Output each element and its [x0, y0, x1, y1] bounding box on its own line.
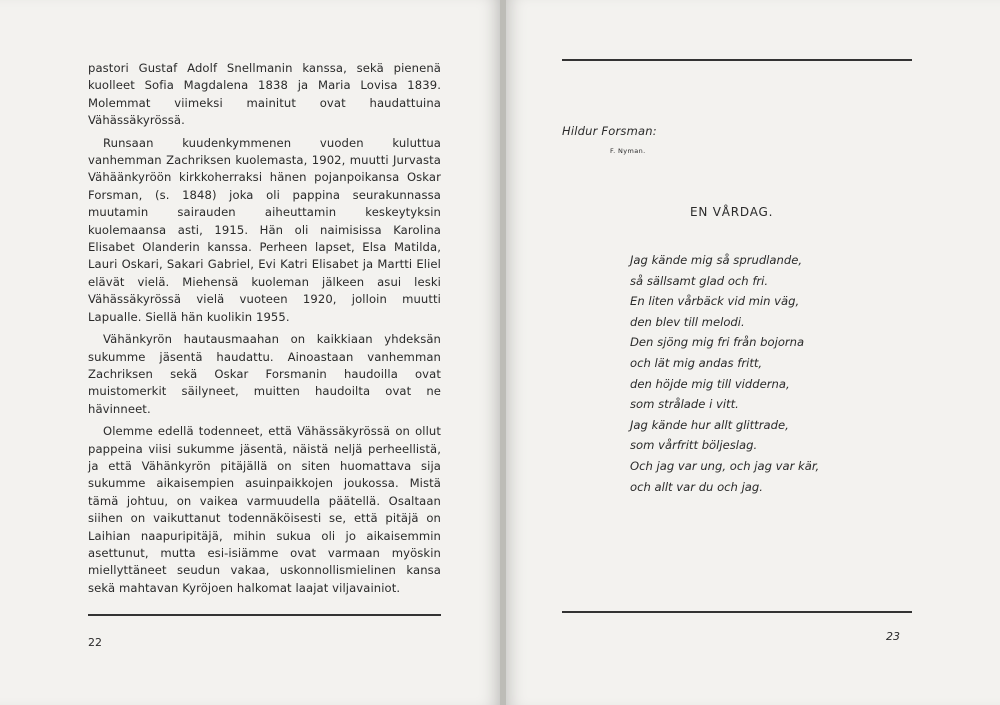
poem-composer: F. Nyman.: [610, 147, 646, 155]
poem-line: som vårfritt böljeslag.: [630, 438, 758, 453]
poem-title: EN VÅRDAG.: [690, 205, 774, 219]
page-number: 22: [88, 636, 102, 649]
paragraph: Runsaan kuudenkymmenen vuoden kuluttua vanhemman Zachriksen kuolemasta, 1902, muutti Jurvasta Vähäänkyröön kirkkoherraksi hänen pojanpoikansa Oskar Forsman, (s. 1848) joka oli pappina seurakunnassa muutamin sairauden aiheuttamin keskeytyksin kuolemaansa asti, 1915. Hän oli naimisissa Karolina Elisabet Olanderin kanssa. Perheen lapset, Elsa Matilda, Lauri Oskari, Sakari Gabriel, Evi Katri Elisabet ja Martti Eliel elävät vielä. Miehensä kuoleman jälkeen asui leski Vähässäkyrössä vielä vuoteen 1920, jolloin muutti Lapualle. Siellä hän kuolikin 1955.: [88, 135, 441, 324]
left-page-text: [88, 60, 441, 602]
poem-line: En liten vårbäck vid min väg,: [630, 294, 800, 309]
poem-line: Den sjöng mig fri från bojorna: [630, 335, 805, 350]
paragraph: Vähänkyrön hautausmaahan on kaikkiaan yhdeksän sukumme jäsentä haudattu. Ainoastaan vanhemman Zachriksen sekä Oskar Forsmanin haudoilla ovat muistomerkit säilyneet, muitten haudoilta ovat ne hävinneet.: [88, 332, 441, 416]
header-rule: [562, 59, 912, 61]
poem-line: Jag kände mig så sprudlande,: [630, 253, 803, 267]
poem-line: som strålade i vitt.: [630, 397, 739, 412]
poem-line: och lät mig andas fritt,: [630, 355, 763, 370]
poem-line: Och jag var ung, och jag var kär,: [630, 458, 820, 473]
poem-author: Hildur Forsman:: [562, 124, 657, 138]
poem-line: och allt var du och jag.: [630, 479, 763, 494]
poem-body: [630, 250, 890, 497]
poem-line: Jag kände hur allt glittrade,: [630, 417, 789, 432]
poem-line: så sällsamt glad och fri.: [630, 273, 769, 288]
poem-line: den blev till melodi.: [630, 314, 745, 329]
footer-rule: [88, 614, 441, 616]
paragraph: Olemme edellä todenneet, että Vähässäkyrössä on ollut pappeina viisi sukumme jäsentä, näistä neljä perheellistä, ja että Vähänkyrön pitäjällä on siten huomattava sija sukumme aikaisempien asuinpaikkojen joukossa. Mistä tämä johtuu, on vaikea varmuudella päätellä. Osaltaan siihen on vaikuttanut todennäköisesti se, että pitäjä on Laihian naapuripitäjä, mihin sukua oli jo aikaisemmin asettunut, mutta esi-isiämme ovat varmaan myöskin miellyttäneet seudun vakaa, uskonnollismielinen kansa sekä mahtavan Kyröjoen halkomat laajat viljavainiot.: [88, 424, 441, 595]
poem-line: den höjde mig till vidderna,: [630, 376, 790, 391]
page-number: 23: [886, 630, 900, 643]
paragraph: pastori Gustaf Adolf Snellmanin kanssa, sekä pienenä kuolleet Sofia Magdalena 1838 ja Maria Lovisa 1839. Molemmat viimeksi mainitut ovat haudattuina Vähässäkyrössä.: [88, 61, 441, 128]
footer-rule: [562, 611, 912, 613]
